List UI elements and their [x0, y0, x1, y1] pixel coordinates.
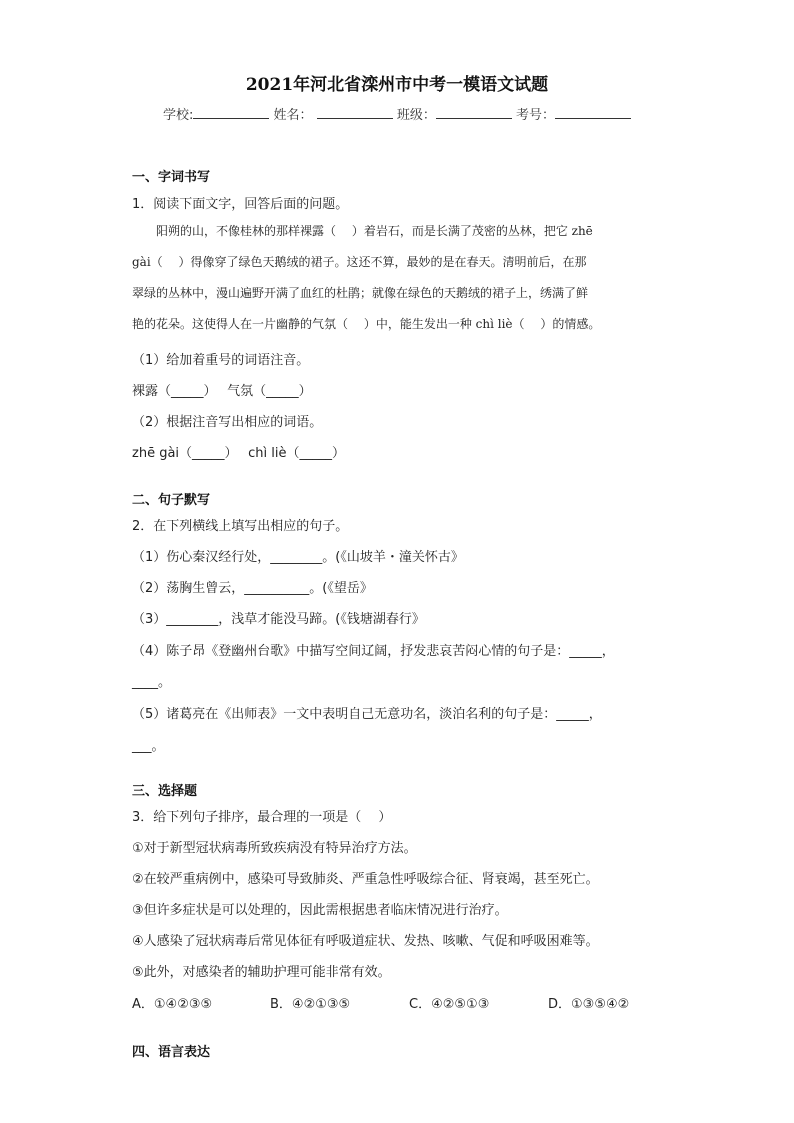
- question-2-item: （2）荡胸生曾云，__________。(《望岳》: [132, 581, 373, 596]
- section-heading-4: 四、语言表达: [132, 1045, 211, 1060]
- class-blank[interactable]: [436, 106, 512, 119]
- passage-line: gài（ ）得像穿了绿色天鹅绒的裙子。这还不算，最妙的是在春天。清明前后，在那: [132, 255, 587, 269]
- question-3-sentence: ④人感染了冠状病毒后常见体征有呼吸道症状、发热、咳嗽、气促和呼吸困难等。: [132, 934, 599, 949]
- option-d[interactable]: D．①③⑤④②: [548, 997, 630, 1012]
- number-label: 考号：: [515, 108, 555, 123]
- question-2-item: （5）诸葛亮在《出师表》一文中表明自己无意功名，淡泊名利的句子是：_____，: [132, 707, 602, 722]
- question-1-stem: 1．阅读下面文字，回答后面的问题。: [132, 197, 349, 212]
- school-label: 学校:: [163, 108, 194, 123]
- question-1-sub2-items: zhē gài（_____） chì liè（_____）: [132, 446, 346, 461]
- student-info-line: [163, 104, 631, 123]
- page-title: 2021年河北省滦州市中考一模语文试题: [245, 75, 549, 95]
- question-3-sentence: ③但许多症状是可以处理的，因此需根据患者临床情况进行治疗。: [132, 903, 508, 918]
- question-2-item-continued: ___。: [132, 739, 165, 754]
- passage-line: 翠绿的丛林中，漫山遍野开满了血红的杜鹃；就像在绿色的天鹅绒的裙子上，绣满了鲜: [132, 286, 589, 300]
- question-2-item: （1）伤心秦汉经行处，________。(《山坡羊・潼关怀古》: [132, 550, 464, 565]
- question-1-sub1-items: 裸露（_____） 气氛（_____）: [132, 384, 312, 399]
- school-blank[interactable]: [193, 106, 269, 119]
- question-1-passage: [132, 216, 664, 340]
- question-2-stem: 2．在下列横线上填写出相应的句子。: [132, 519, 349, 534]
- passage-line: 艳的花朵。这使得人在一片幽静的气氛（ ）中，能生发出一种 chì liè（ ）的情感。: [132, 317, 601, 331]
- option-b[interactable]: B．④②①③⑤: [270, 997, 351, 1012]
- question-3-sentence: ⑤此外，对感染者的辅助护理可能非常有效。: [132, 965, 391, 980]
- name-label: 姓名：: [273, 108, 313, 123]
- option-c[interactable]: C．④②⑤①③: [409, 997, 490, 1012]
- name-blank[interactable]: [317, 106, 393, 119]
- question-2-item: （4）陈子昂《登幽州台歌》中描写空间辽阔，抒发悲哀苦闷心情的句子是：_____，: [132, 644, 615, 659]
- question-3-sentence: ②在较严重病例中，感染可导致肺炎、严重急性呼吸综合征、肾衰竭，甚至死亡。: [132, 872, 599, 887]
- section-heading-1: 一、字词书写: [132, 170, 211, 185]
- question-1-sub1: （1）给加着重号的词语注音。: [132, 353, 310, 368]
- section-heading-3: 三、选择题: [132, 784, 198, 799]
- passage-line: 阳朔的山，不像桂林的那样裸露（ ）着岩石，而是长满了茂密的丛林，把它 zhē: [132, 224, 593, 238]
- number-blank[interactable]: [555, 106, 631, 119]
- question-2-item-continued: ____。: [132, 675, 172, 690]
- option-a[interactable]: A．①④②③⑤: [132, 997, 213, 1012]
- section-heading-2: 二、句子默写: [132, 493, 211, 508]
- question-1-sub2: （2）根据注音写出相应的词语。: [132, 415, 323, 430]
- class-label: 班级：: [396, 108, 436, 123]
- question-3-sentence: ①对于新型冠状病毒所致疾病没有特异治疗方法。: [132, 841, 417, 856]
- question-3-stem: 3．给下列句子排序，最合理的一项是（ ）: [132, 810, 392, 825]
- question-2-item: （3）________，浅草才能没马蹄。(《钱塘湖春行》: [132, 612, 425, 627]
